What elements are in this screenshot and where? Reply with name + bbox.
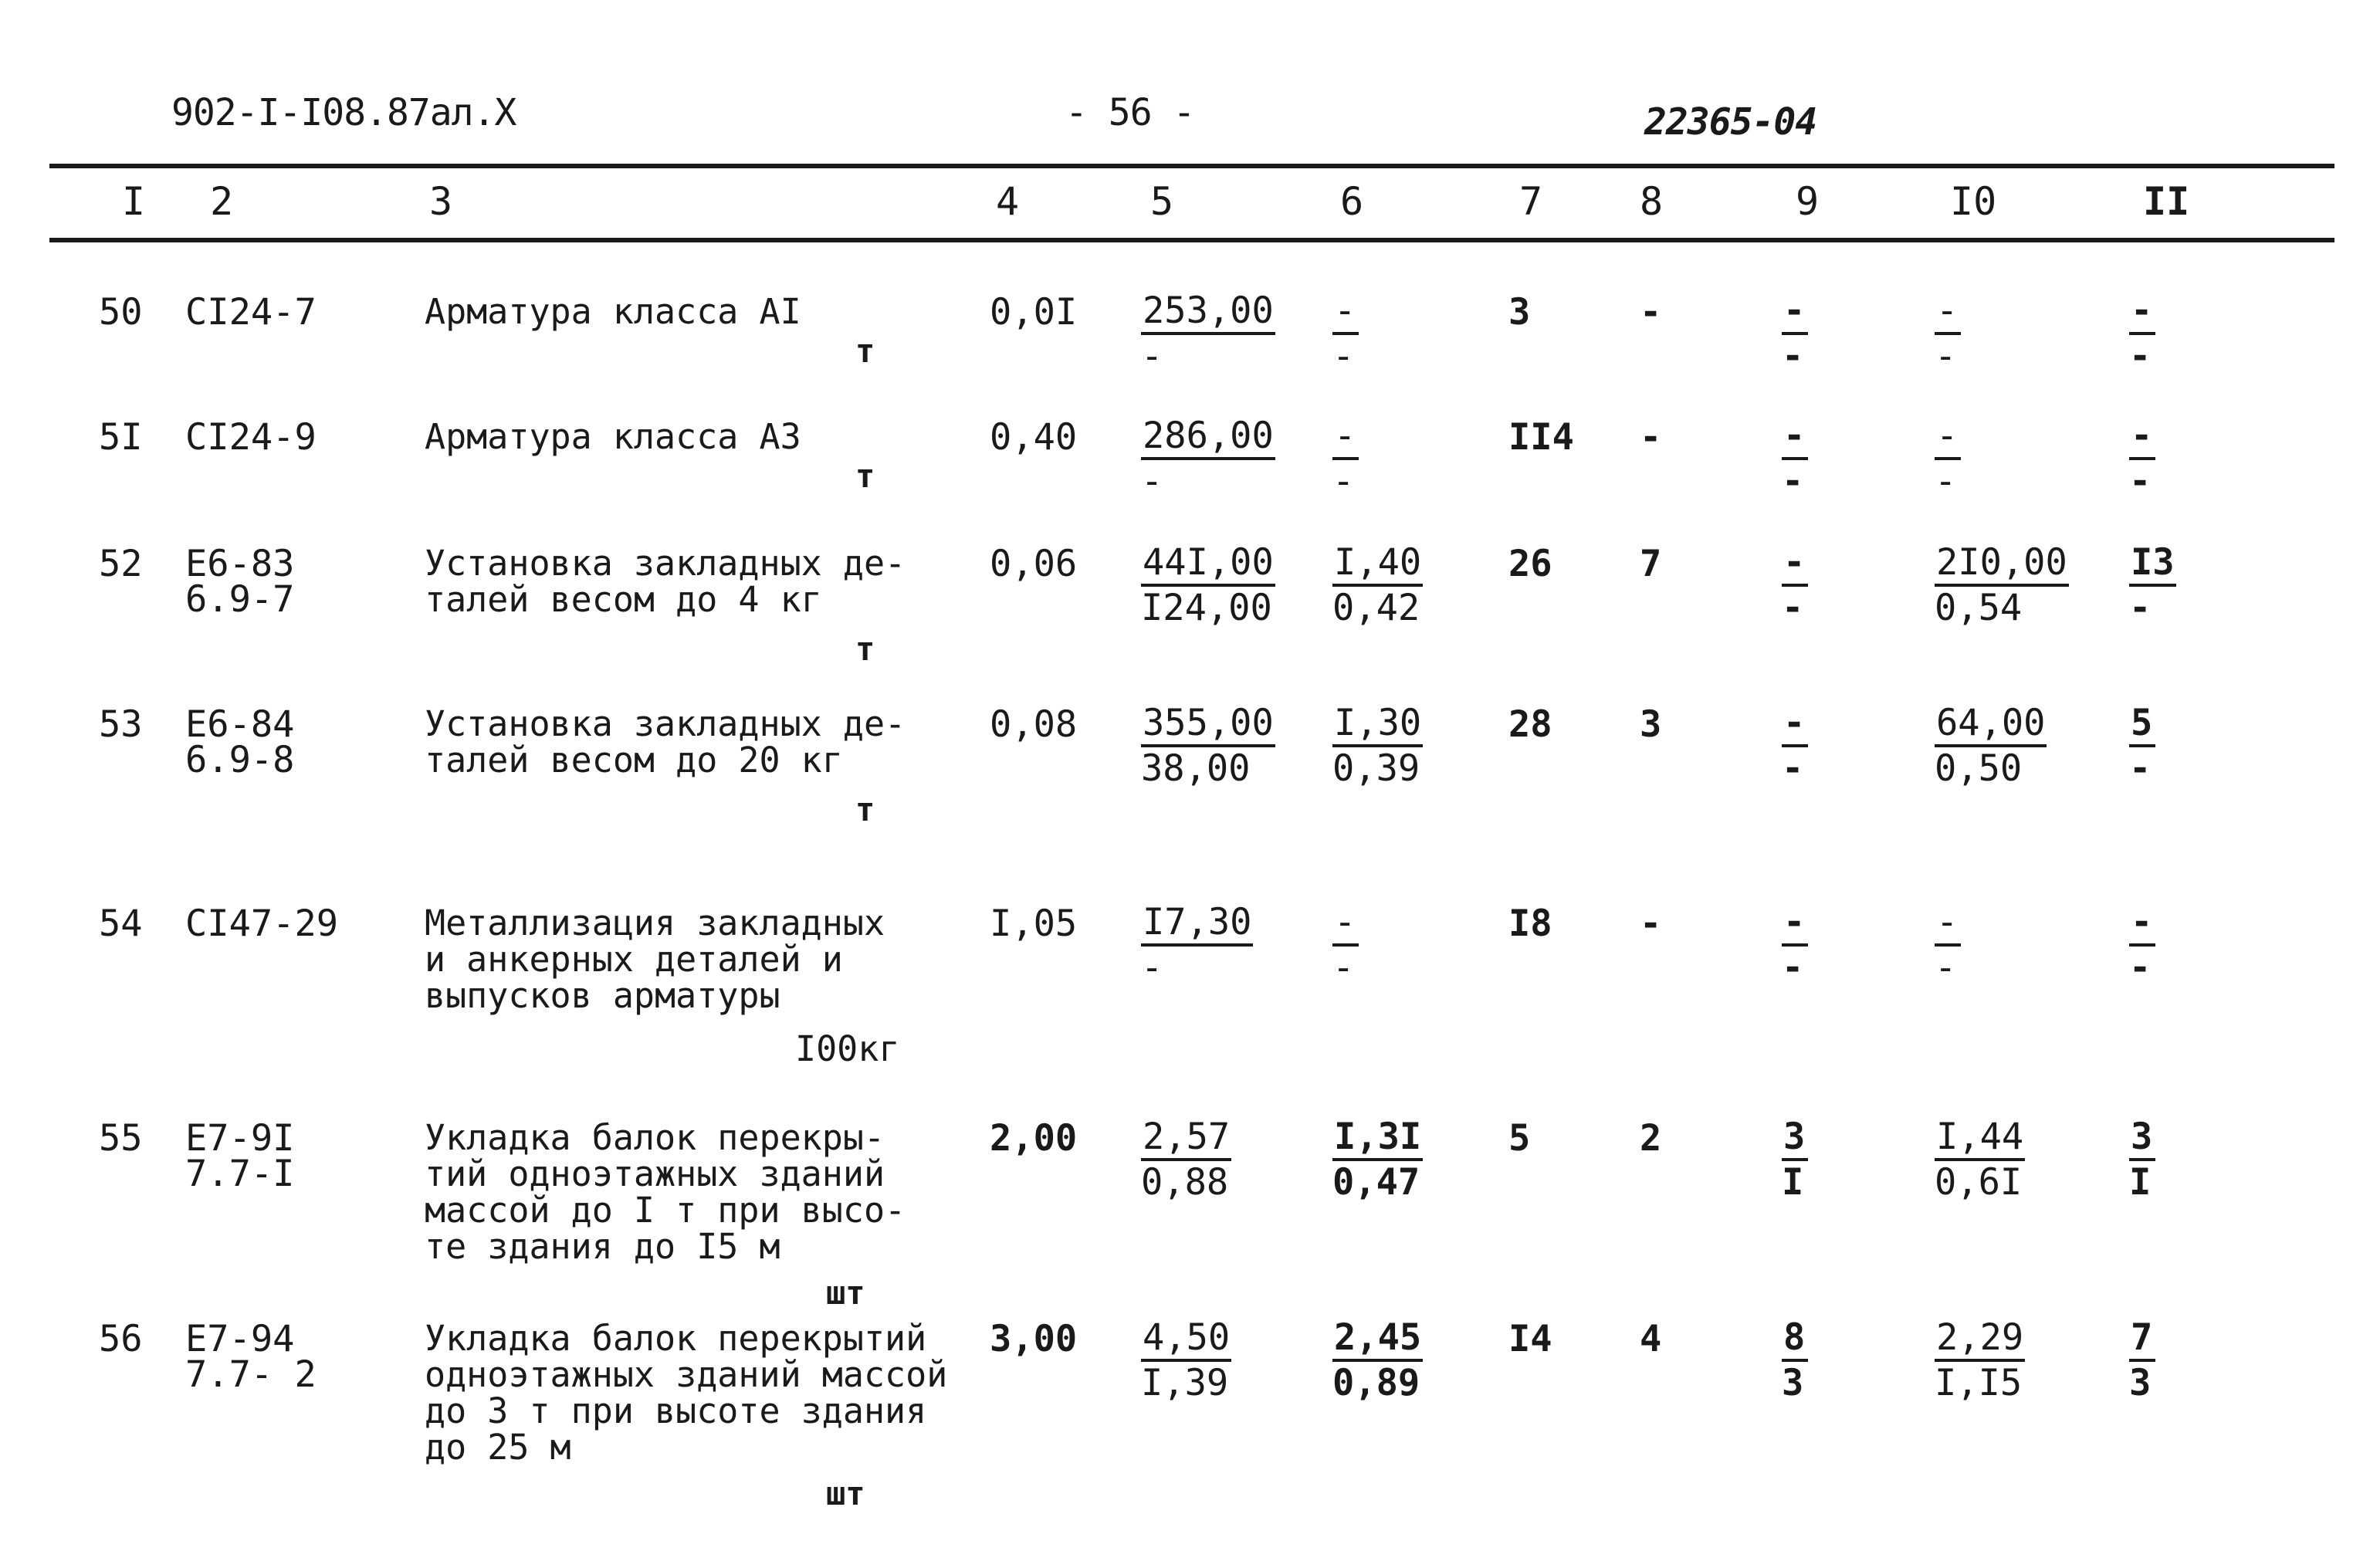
cost-machines xyxy=(1332,415,1359,503)
description-line: Укладка балок перекры- xyxy=(425,1117,885,1158)
description-line: те здания до I5 м xyxy=(425,1226,780,1267)
quantity: 0,06 xyxy=(990,543,1078,585)
col10-value-denominator: I,I5 xyxy=(1935,1362,2023,1404)
col10-value xyxy=(1935,1317,2025,1405)
cost-machines-denominator: 0,47 xyxy=(1332,1161,1420,1204)
column-header: I xyxy=(122,179,146,224)
col11-value-numerator: - xyxy=(2129,290,2155,335)
unit-of-measure: шт xyxy=(826,1475,865,1512)
description-line: Установка закладных де- xyxy=(425,543,906,584)
col11-value-numerator: - xyxy=(2129,415,2155,460)
col10-value-denominator: - xyxy=(1935,947,1957,989)
norm-subcode: 6.9-7 xyxy=(185,578,295,621)
col9-value-denominator: - xyxy=(1782,747,1804,790)
labor-costs: I4 xyxy=(1508,1318,1552,1360)
description-line: Металлизация закладных xyxy=(425,903,885,943)
cost-total-numerator: 253,00 xyxy=(1141,290,1275,335)
wages: - xyxy=(1640,291,1662,334)
cost-total-denominator: 38,00 xyxy=(1141,747,1251,790)
cost-machines-denominator: - xyxy=(1332,947,1355,989)
cost-total-denominator: I24,00 xyxy=(1141,587,1272,629)
wages: 7 xyxy=(1640,543,1662,585)
description-line: Арматура класса A3 xyxy=(425,416,801,457)
col11-value-numerator: I3 xyxy=(2129,542,2176,587)
description-line: выпусков арматуры xyxy=(425,975,780,1016)
col9-value-denominator: - xyxy=(1782,587,1804,629)
col11-value-denominator: 3 xyxy=(2129,1362,2152,1404)
quantity: I,05 xyxy=(990,903,1078,945)
col10-value xyxy=(1935,703,2047,791)
col10-value-denominator: - xyxy=(1935,460,1957,503)
row-number: 56 xyxy=(99,1318,143,1360)
column-header: I0 xyxy=(1950,179,1997,224)
norm-code: E6-84 xyxy=(185,703,295,746)
cost-total xyxy=(1141,902,1253,990)
description-line: до 25 м xyxy=(425,1427,571,1468)
cost-machines-numerator: - xyxy=(1332,902,1359,947)
col10-value-numerator: - xyxy=(1935,415,1961,460)
norm-code: CI24-7 xyxy=(185,291,317,334)
cost-machines-numerator: I,30 xyxy=(1332,703,1423,747)
norm-code: CI24-9 xyxy=(185,416,317,459)
col9-value-denominator: I xyxy=(1782,1161,1804,1204)
norm-subcode: 7.7-I xyxy=(185,1153,295,1195)
description-line: и анкерных деталей и xyxy=(425,939,843,980)
norm-code: CI47-29 xyxy=(185,903,339,945)
col11-value-denominator: - xyxy=(2129,587,2152,629)
cost-machines xyxy=(1332,703,1423,791)
labor-costs: 28 xyxy=(1508,703,1552,746)
col10-value xyxy=(1935,902,1961,990)
col11-value xyxy=(2129,415,2155,503)
col9-value xyxy=(1782,542,1808,630)
col11-value xyxy=(2129,1116,2155,1204)
document-code: 902-I-I08.87ал.X xyxy=(171,91,516,134)
cost-machines xyxy=(1332,902,1359,990)
description-line: талей весом до 4 кг xyxy=(425,579,822,620)
col11-value xyxy=(2129,542,2176,630)
description-line: массой до I т при высо- xyxy=(425,1190,906,1231)
col11-value-numerator: - xyxy=(2129,902,2155,947)
col11-value-denominator: - xyxy=(2129,947,2152,989)
norm-code: E7-9I xyxy=(185,1117,295,1160)
col10-value-denominator: 0,50 xyxy=(1935,747,2023,790)
norm-subcode: 7.7- 2 xyxy=(185,1353,317,1396)
col10-value-numerator: - xyxy=(1935,902,1961,947)
col10-value-denominator: - xyxy=(1935,335,1957,378)
col9-value-denominator: - xyxy=(1782,460,1804,503)
labor-costs: 26 xyxy=(1508,543,1552,585)
quantity: 0,08 xyxy=(990,703,1078,746)
cost-machines xyxy=(1332,1317,1423,1405)
cost-total xyxy=(1141,1317,1231,1405)
col9-value-numerator: 3 xyxy=(1782,1116,1808,1161)
description-line: Установка закладных де- xyxy=(425,703,906,744)
col11-value xyxy=(2129,902,2155,990)
column-header: 6 xyxy=(1340,179,1364,224)
description-line: талей весом до 20 кг xyxy=(425,740,843,781)
column-header: II xyxy=(2143,179,2190,224)
cost-total-numerator: 4,50 xyxy=(1141,1317,1231,1362)
col10-value-denominator: 0,54 xyxy=(1935,587,2023,629)
col9-value-numerator: - xyxy=(1782,902,1808,947)
norm-code: E6-83 xyxy=(185,543,295,585)
column-header: 9 xyxy=(1796,179,1820,224)
cost-total-denominator: - xyxy=(1141,460,1163,503)
col9-value-numerator: - xyxy=(1782,415,1808,460)
col9-value xyxy=(1782,902,1808,990)
cost-total xyxy=(1141,290,1275,378)
inventory-number: 22365-04 xyxy=(1644,100,1817,144)
cost-total-denominator: - xyxy=(1141,947,1163,989)
unit-of-measure: т xyxy=(855,457,875,495)
col11-value-denominator: I xyxy=(2129,1161,2152,1204)
cost-machines-numerator: 2,45 xyxy=(1332,1317,1423,1362)
unit-of-measure: т xyxy=(855,791,875,828)
cost-total-denominator: - xyxy=(1141,335,1163,378)
col9-value-numerator: - xyxy=(1782,703,1808,747)
description-line: одноэтажных зданий массой xyxy=(425,1354,948,1395)
labor-costs: 5 xyxy=(1508,1117,1531,1160)
cost-total-numerator: 44I,00 xyxy=(1141,542,1275,587)
cost-machines xyxy=(1332,290,1359,378)
description-line: Арматура класса AI xyxy=(425,291,801,332)
wages: - xyxy=(1640,903,1662,945)
col10-value-numerator: 2,29 xyxy=(1935,1317,2025,1362)
labor-costs: II4 xyxy=(1508,416,1574,459)
cost-total-denominator: I,39 xyxy=(1141,1362,1229,1404)
norm-subcode: 6.9-8 xyxy=(185,739,295,781)
cost-machines xyxy=(1332,542,1423,630)
wages: 3 xyxy=(1640,703,1662,746)
column-header: 3 xyxy=(429,179,453,224)
col10-value-numerator: 2I0,00 xyxy=(1935,542,2069,587)
col10-value-numerator: I,44 xyxy=(1935,1116,2025,1161)
col10-value xyxy=(1935,290,1961,378)
cost-machines-numerator: I,40 xyxy=(1332,542,1423,587)
col9-value xyxy=(1782,415,1808,503)
column-header: 8 xyxy=(1640,179,1664,224)
row-number: 54 xyxy=(99,903,143,945)
unit-of-measure: т xyxy=(855,332,875,370)
unit-of-measure: т xyxy=(855,630,875,668)
col11-value xyxy=(2129,703,2155,791)
col10-value xyxy=(1935,542,2069,630)
labor-costs: I8 xyxy=(1508,903,1552,945)
column-header: 4 xyxy=(996,179,1020,224)
description-line: тий одноэтажных зданий xyxy=(425,1153,885,1194)
row-number: 50 xyxy=(99,291,143,334)
cost-machines-numerator: - xyxy=(1332,415,1359,460)
cost-total xyxy=(1141,1116,1231,1204)
row-number: 5I xyxy=(99,416,143,459)
cost-machines-denominator: - xyxy=(1332,335,1355,378)
cost-machines-denominator: 0,89 xyxy=(1332,1362,1420,1404)
cost-machines-denominator: 0,39 xyxy=(1332,747,1420,790)
cost-total xyxy=(1141,703,1275,791)
col11-value xyxy=(2129,290,2155,378)
col9-value-denominator: - xyxy=(1782,947,1804,989)
col9-value-denominator: - xyxy=(1782,335,1804,378)
unit-of-measure: шт xyxy=(826,1274,865,1312)
col9-value-numerator: - xyxy=(1782,290,1808,335)
cost-total xyxy=(1141,415,1275,503)
col9-value-numerator: 8 xyxy=(1782,1317,1808,1362)
cost-machines-numerator: - xyxy=(1332,290,1359,335)
cost-total-numerator: 286,00 xyxy=(1141,415,1275,460)
quantity: 0,0I xyxy=(990,291,1078,334)
wages: 4 xyxy=(1640,1318,1662,1360)
norm-code: E7-94 xyxy=(185,1318,295,1360)
col9-value-denominator: 3 xyxy=(1782,1362,1804,1404)
column-header: 2 xyxy=(210,179,234,224)
column-header: 5 xyxy=(1150,179,1174,224)
cost-machines xyxy=(1332,1116,1423,1204)
col11-value xyxy=(2129,1317,2155,1405)
col10-value-numerator: 64,00 xyxy=(1935,703,2047,747)
unit-of-measure: I00кг xyxy=(795,1028,900,1069)
col9-value xyxy=(1782,703,1808,791)
col11-value-denominator: - xyxy=(2129,747,2152,790)
cost-machines-denominator: - xyxy=(1332,460,1355,503)
col10-value-denominator: 0,6I xyxy=(1935,1161,2023,1204)
col11-value-denominator: - xyxy=(2129,335,2152,378)
cost-total-numerator: I7,30 xyxy=(1141,902,1253,947)
row-number: 52 xyxy=(99,543,143,585)
quantity: 0,40 xyxy=(990,416,1078,459)
col11-value-numerator: 7 xyxy=(2129,1317,2155,1362)
cost-total xyxy=(1141,542,1275,630)
row-number: 53 xyxy=(99,703,143,746)
quantity: 2,00 xyxy=(990,1117,1078,1160)
quantity: 3,00 xyxy=(990,1318,1078,1360)
col9-value xyxy=(1782,290,1808,378)
col11-value-numerator: 5 xyxy=(2129,703,2155,747)
table-top-rule xyxy=(49,164,2334,168)
cost-machines-denominator: 0,42 xyxy=(1332,587,1420,629)
col9-value xyxy=(1782,1317,1808,1405)
cost-total-numerator: 2,57 xyxy=(1141,1116,1231,1161)
page-number: - 56 - xyxy=(1065,91,1195,134)
col11-value-denominator: - xyxy=(2129,460,2152,503)
cost-total-denominator: 0,88 xyxy=(1141,1161,1229,1204)
wages: 2 xyxy=(1640,1117,1662,1160)
column-header: 7 xyxy=(1519,179,1543,224)
cost-machines-numerator: I,3I xyxy=(1332,1116,1423,1161)
cost-total-numerator: 355,00 xyxy=(1141,703,1275,747)
row-number: 55 xyxy=(99,1117,143,1160)
col10-value-numerator: - xyxy=(1935,290,1961,335)
table-header-rule xyxy=(49,238,2334,242)
labor-costs: 3 xyxy=(1508,291,1531,334)
wages: - xyxy=(1640,416,1662,459)
col9-value-numerator: - xyxy=(1782,542,1808,587)
col11-value-numerator: 3 xyxy=(2129,1116,2155,1161)
col10-value xyxy=(1935,415,1961,503)
col10-value xyxy=(1935,1116,2025,1204)
col9-value xyxy=(1782,1116,1808,1204)
description-line: до 3 т при высоте здания xyxy=(425,1390,927,1431)
description-line: Укладка балок перекрытий xyxy=(425,1318,927,1359)
